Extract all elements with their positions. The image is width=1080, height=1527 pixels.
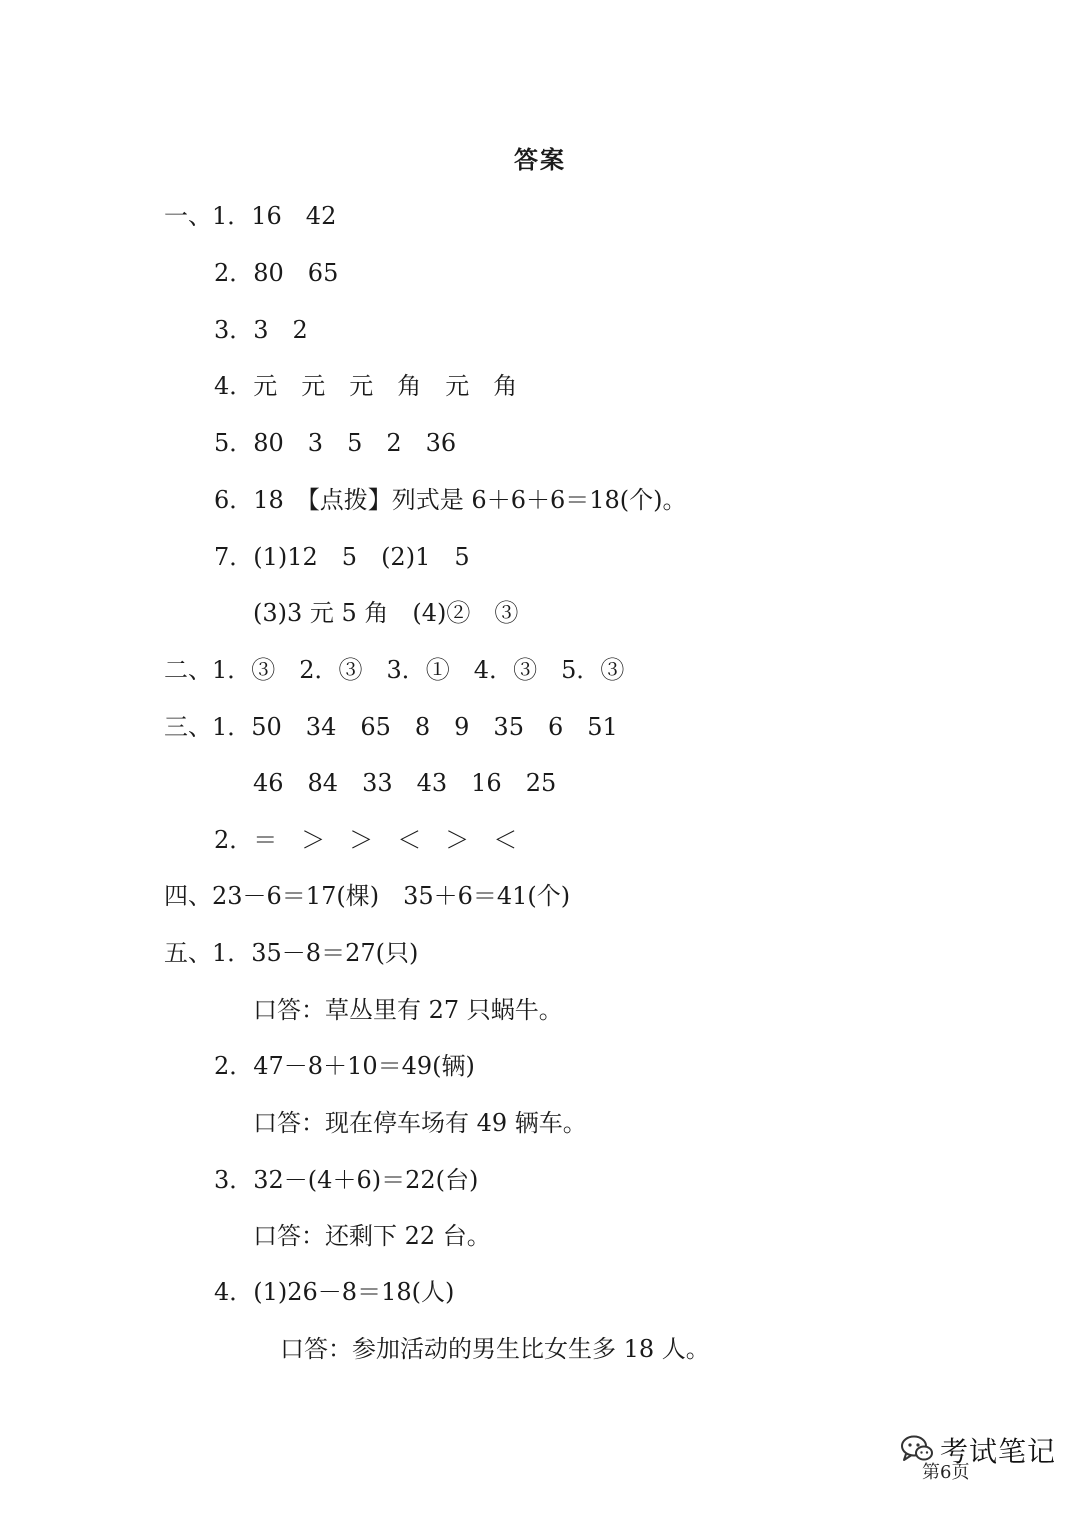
answer-line-1-1: 一、1．16 42 <box>164 202 337 230</box>
answer-line-1-7-cont: (3)3 元 5 角 (4)② ③ <box>253 599 519 627</box>
answer-line-1-7: 7．(1)12 5 (2)1 5 <box>214 543 470 571</box>
answer-line-5-1: 五、1．35－8＝27(只) <box>164 939 419 967</box>
answer-line-1-5: 5．80 3 5 2 36 <box>214 429 457 457</box>
answer-line-1-3: 3．3 2 <box>214 316 308 344</box>
page-number: 第6页 <box>922 1462 970 1483</box>
page-title: 答案 <box>514 146 566 174</box>
answer-line-2: 二、1．③ 2．③ 3．① 4．③ 5．③ <box>164 656 625 684</box>
watermark-text: 考试笔记 <box>940 1435 1057 1468</box>
answer-line-5-3-reply: 口答：还剩下 22 台。 <box>253 1222 491 1250</box>
answer-line-5-2-reply: 口答：现在停车场有 49 辆车。 <box>253 1109 587 1137</box>
answer-line-5-2: 2．47－8＋10＝49(辆) <box>214 1052 475 1080</box>
answer-line-3-2: 2．＝ ＞ ＞ ＜ ＞ ＜ <box>214 826 518 854</box>
answer-line-3-1: 三、1．50 34 65 8 9 35 6 51 <box>164 713 618 741</box>
answer-line-5-3: 3．32－(4＋6)＝22(台) <box>214 1166 479 1194</box>
wechat-icon <box>900 1434 934 1464</box>
answer-line-5-1-reply: 口答：草丛里有 27 只蜗牛。 <box>253 996 563 1024</box>
answer-line-5-4-reply: 口答：参加活动的男生比女生多 18 人。 <box>280 1335 710 1363</box>
answer-line-3-1-cont: 46 84 33 43 16 25 <box>253 769 557 797</box>
answer-line-5-4: 4．(1)26－8＝18(人) <box>214 1278 455 1306</box>
watermark <box>896 1422 1066 1492</box>
answer-line-4: 四、23－6＝17(棵) 35＋6＝41(个) <box>164 882 571 910</box>
answer-line-1-4: 4．元 元 元 角 元 角 <box>214 372 518 400</box>
answer-line-1-2: 2．80 65 <box>214 259 339 287</box>
answer-line-1-6: 6．18 【点拨】列式是 6＋6＋6＝18(个)。 <box>214 486 687 514</box>
